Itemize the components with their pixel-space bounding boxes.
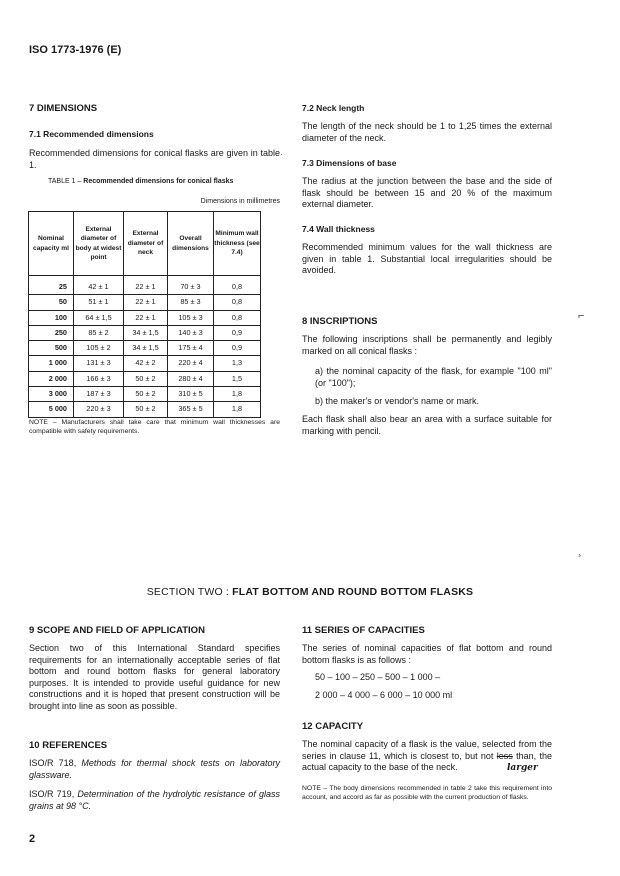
reference-1-title: Methods for thermal shock tests on laboratory glassware. <box>29 758 280 780</box>
table-row <box>29 387 261 402</box>
table-cell: 220 ± 3 <box>74 402 124 417</box>
table-cell: 0,8 <box>214 295 261 310</box>
table-cell: 50 <box>29 295 74 310</box>
table-cell: 0,9 <box>214 325 261 340</box>
section-12-title: 12 CAPACITY <box>302 721 364 732</box>
reference-2 <box>29 789 280 812</box>
col-header: External diameter of body at widest point <box>74 212 124 276</box>
table-cell: 280 ± 4 <box>168 371 214 386</box>
table-cell: 34 ± 1,5 <box>124 325 168 340</box>
section-8-text-2: Each flask shall also bear an area with a surface suitable for marking with pencil. <box>302 414 552 436</box>
table-cell: 1 000 <box>29 356 74 371</box>
dimensions-table-wrapper <box>28 211 261 418</box>
table-cell: 22 ± 1 <box>124 295 168 310</box>
table-cell: 175 ± 4 <box>168 341 214 356</box>
section-7-1-title: 7.1 Recommended dimensions <box>29 129 154 139</box>
section-7-4-title: 7.4 Wall thickness <box>302 224 375 234</box>
table-cell: 1,8 <box>214 402 261 417</box>
col-header: Overall dimensions <box>168 212 214 276</box>
dimensions-table <box>28 211 261 418</box>
table-row <box>29 295 261 310</box>
section-12-note: NOTE – The body dimensions recommended in table 2 take this requirement into account, and accord as far as possible with the current production of flasks. <box>302 785 552 801</box>
table-cell: 1,8 <box>214 387 261 402</box>
table-row <box>29 402 261 417</box>
margin-mark: ⌐ <box>578 310 585 322</box>
table-note: NOTE – Manufacturers shall take care that minimum wall thicknesses are compatible with safety requirements. <box>29 419 280 435</box>
table-cell: 0,8 <box>214 276 261 295</box>
table-row <box>29 356 261 371</box>
table-cell: 51 ± 1 <box>74 295 124 310</box>
table-caption-number: TABLE 1 – <box>48 178 84 185</box>
section-8-item-a: a) the nominal capacity of the flask, for example "100 ml" (or "100"); <box>315 366 552 388</box>
document-header: ISO 1773-1976 (E) <box>29 44 122 56</box>
table-cell: 2 000 <box>29 371 74 386</box>
table-cell: 105 ± 2 <box>74 341 124 356</box>
capacity-series-line-1: 50 – 100 – 250 – 500 – 1 000 – <box>315 672 441 682</box>
reference-1-code: ISO/R 718, <box>29 758 82 768</box>
section-two-heading <box>0 586 620 598</box>
table-cell: 42 ± 2 <box>124 356 168 371</box>
section-two-title: FLAT BOTTOM AND ROUND BOTTOM FLASKS <box>232 586 474 598</box>
table-cell: 22 ± 1 <box>124 276 168 295</box>
table-cell: 50 ± 2 <box>124 402 168 417</box>
table-row <box>29 371 261 386</box>
section-7-4-text: Recommended minimum values for the wall thickness are given in table 1. Substantial local irregularities should be avoided. <box>302 242 552 275</box>
units-label: Dimensions in millimetres <box>200 198 280 205</box>
table-cell: 131 ± 3 <box>74 356 124 371</box>
section-12-text-a: The nominal capacity of a flask is the value, selected from the series in clause 11, which is closest to, but not <box>302 739 552 761</box>
col-header: External diameter of neck <box>124 212 168 276</box>
table-cell: 85 ± 2 <box>74 325 124 340</box>
table-row <box>29 310 261 325</box>
section-7-2-title: 7.2 Neck length <box>302 103 365 113</box>
table-cell: 5 000 <box>29 402 74 417</box>
section-7-2-text: The length of the neck should be 1 to 1,25 times the external diameter of the neck. <box>302 121 552 143</box>
section-7-1-text: Recommended dimensions for conical flasks are given in table 1. <box>29 148 280 170</box>
page-number: 2 <box>29 833 36 845</box>
reference-2-code: ISO/R 719, <box>29 789 78 799</box>
table-cell: 3 000 <box>29 387 74 402</box>
table-row <box>29 341 261 356</box>
table-row <box>29 325 261 340</box>
handwritten-correction: larger <box>507 763 538 773</box>
margin-mark: ¸ <box>578 545 582 557</box>
table-cell: 22 ± 1 <box>124 310 168 325</box>
section-9-text: Section two of this International Standard specifies requirements for an internationally acceptable series of flat bottom and round bottom flasks for general laboratory purposes. It is intended to provide useful guidance for new constructions and it is hoped that present construction will be brought into line as soon as possible. <box>29 643 280 711</box>
section-10-title: 10 REFERENCES <box>29 740 108 751</box>
section-11-text: The series of nominal capacities of flat bottom and round bottom flasks is as follows : <box>302 643 552 665</box>
table-cell: 187 ± 3 <box>74 387 124 402</box>
col-header: Minimum wall thickness (see 7.4) <box>214 212 261 276</box>
table-cell: 0,9 <box>214 341 261 356</box>
section-8-item-b: b) the maker's or vendor's name or mark. <box>315 396 479 406</box>
table-cell: 0,8 <box>214 310 261 325</box>
table-cell: 500 <box>29 341 74 356</box>
table-cell: 100 <box>29 310 74 325</box>
capacity-series-line-2: 2 000 – 4 000 – 6 000 – 10 000 ml <box>315 690 453 700</box>
section-7-3-title: 7.3 Dimensions of base <box>302 158 397 168</box>
table-cell: 250 <box>29 325 74 340</box>
table-cell: 1,5 <box>214 371 261 386</box>
table-cell: 70 ± 3 <box>168 276 214 295</box>
table-cell: 105 ± 3 <box>168 310 214 325</box>
table-row <box>29 276 261 295</box>
section-9-title: 9 SCOPE AND FIELD OF APPLICATION <box>29 625 205 636</box>
table-cell: 310 ± 5 <box>168 387 214 402</box>
section-11-title: 11 SERIES OF CAPACITIES <box>302 625 425 636</box>
section-8-text: The following inscriptions shall be permanently and legibly marked on all conical flasks : <box>302 334 552 356</box>
table-caption-title: Recommended dimensions for conical flasks <box>83 178 234 185</box>
table-cell: 85 ± 3 <box>168 295 214 310</box>
section-7-3-text: The radius at the junction between the base and the side of flask should be between 15 and 20 % of the maximum external diameter. <box>302 176 552 209</box>
table-cell: 42 ± 1 <box>74 276 124 295</box>
table-cell: 50 ± 2 <box>124 387 168 402</box>
section-two-prefix: SECTION TWO : <box>146 586 233 598</box>
table-cell: 50 ± 2 <box>124 371 168 386</box>
table-cell: 34 ± 1,5 <box>124 341 168 356</box>
table-cell: 64 ± 1,5 <box>74 310 124 325</box>
reference-2-title: Determination of the hydrolytic resistance of glass grains at 98 °C. <box>29 789 280 811</box>
section-8-title: 8 INSCRIPTIONS <box>302 316 378 327</box>
reference-1 <box>29 758 280 781</box>
section-7-title: 7 DIMENSIONS <box>29 103 98 114</box>
table-cell: 365 ± 5 <box>168 402 214 417</box>
col-header: Nominal capacity ml <box>29 212 74 276</box>
table-cell: 140 ± 3 <box>168 325 214 340</box>
table-cell: 1,3 <box>214 356 261 371</box>
margin-dot: · <box>280 150 283 159</box>
section-12-text-b: than, the actual capacity to the base of the neck. <box>302 750 552 772</box>
table-caption <box>48 178 233 185</box>
table-cell: 166 ± 3 <box>74 371 124 386</box>
struck-word: less <box>496 750 513 761</box>
table-cell: 25 <box>29 276 74 295</box>
table-cell: 220 ± 4 <box>168 356 214 371</box>
